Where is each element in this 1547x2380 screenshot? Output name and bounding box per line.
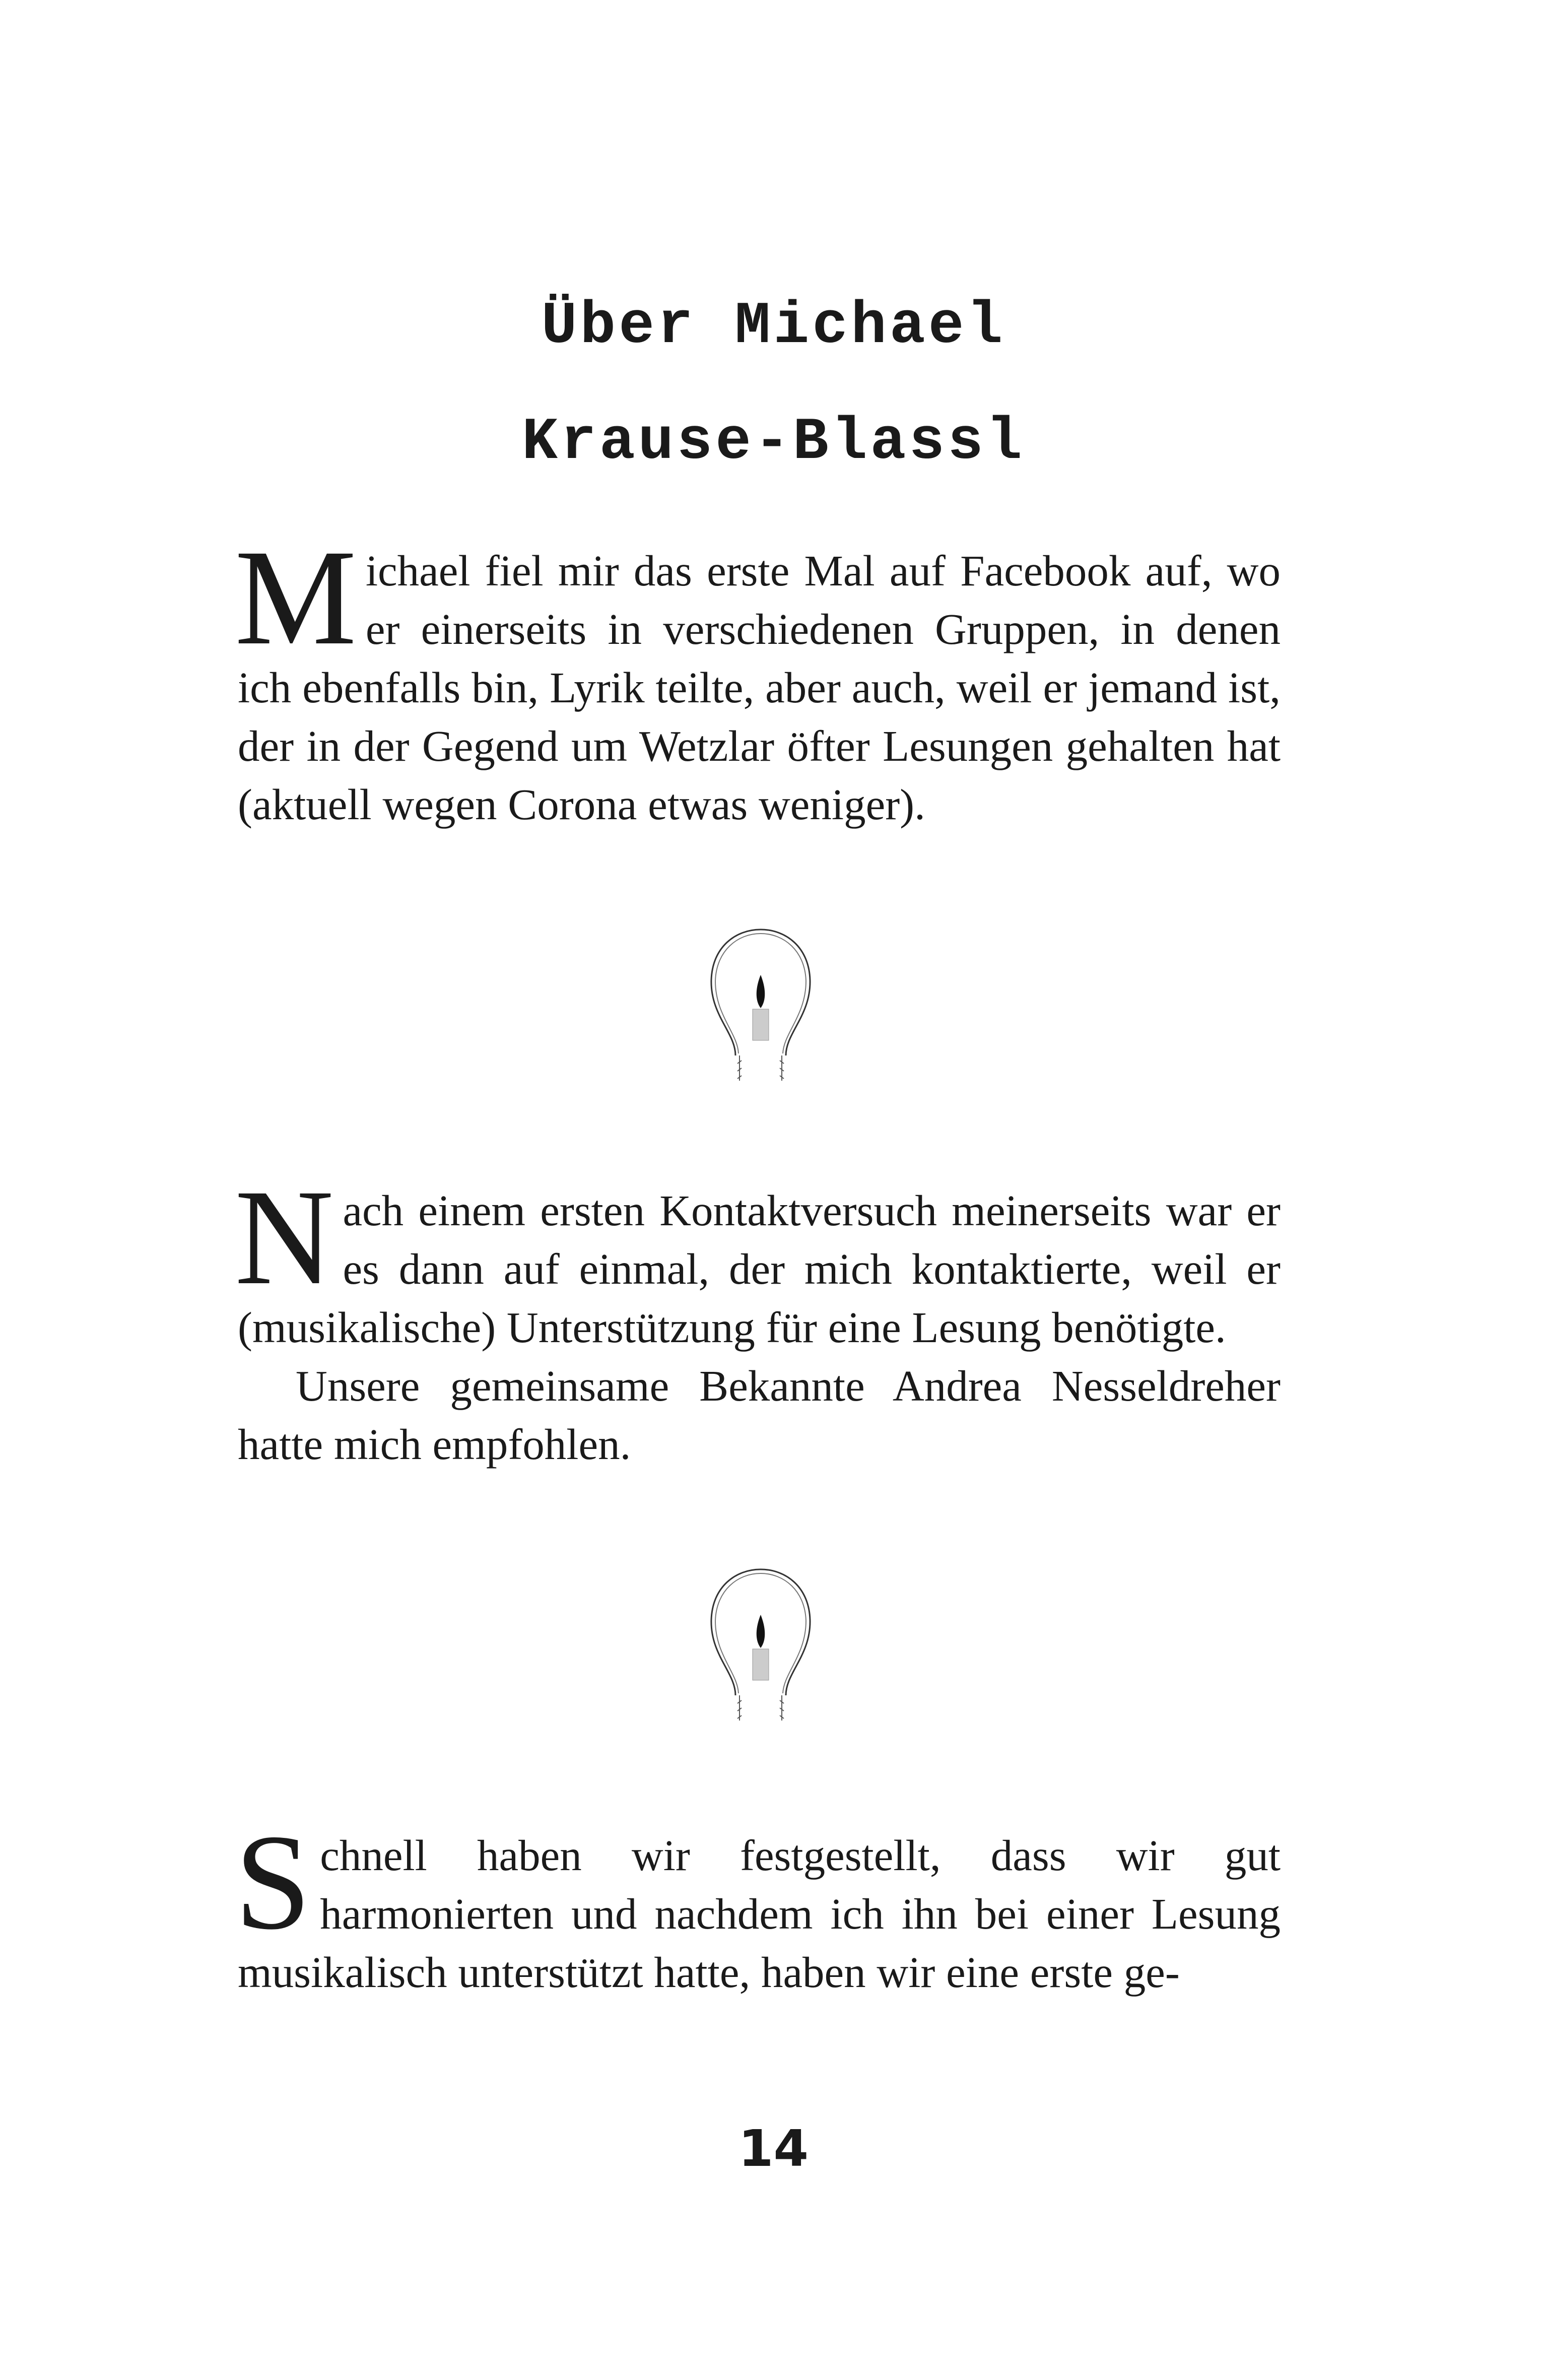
chapter-title-line-2: Krause-Blassl <box>522 409 1025 476</box>
paragraph-text: chnell haben wir festgestellt, dass wir gut harmonierten und nachdem ich ihn bei einer Lesung musikalisch unterstützt hatte, haben wir eine erste ge- <box>238 1831 1281 1997</box>
paragraph <box>238 1357 1281 1474</box>
paragraph-text: ichael fiel mir das erste Mal auf Facebook auf, wo er einerseits in verschiedenen Gruppen, in denen ich ebenfalls bin, Lyrik teilte, aber auch, weil er jemand ist, der in der Gegend um Wetzlar öfter Lesungen gehalten hat (aktuell wegen Corona etwas weniger). <box>238 546 1281 829</box>
paragraph <box>235 1161 1281 1357</box>
candle-in-lightbulb-icon <box>700 1559 821 1741</box>
paragraph <box>235 521 1281 834</box>
paragraph-text: Unsere gemeinsame Bekannte Andrea Nesseldreher hatte mich empfohlen. <box>238 1361 1281 1469</box>
page-number: 14 <box>738 2119 809 2178</box>
candle-in-lightbulb-icon <box>700 919 821 1101</box>
paragraph-text: ach einem ersten Kontaktversuch meinerseits war er es dann auf einmal, der mich kontaktierte, weil er (musikalische) Unterstützung für eine Lesung benötigte. <box>238 1186 1281 1352</box>
text-section-3 <box>235 1806 1281 2002</box>
paragraph <box>235 1806 1281 2002</box>
drop-cap: S <box>235 1806 311 1958</box>
chapter-title-line-1: Über Michael <box>541 293 1006 360</box>
drop-cap: N <box>235 1161 334 1313</box>
text-section-2 <box>235 1161 1281 1474</box>
drop-cap: M <box>235 521 357 673</box>
text-section-1 <box>235 521 1281 834</box>
